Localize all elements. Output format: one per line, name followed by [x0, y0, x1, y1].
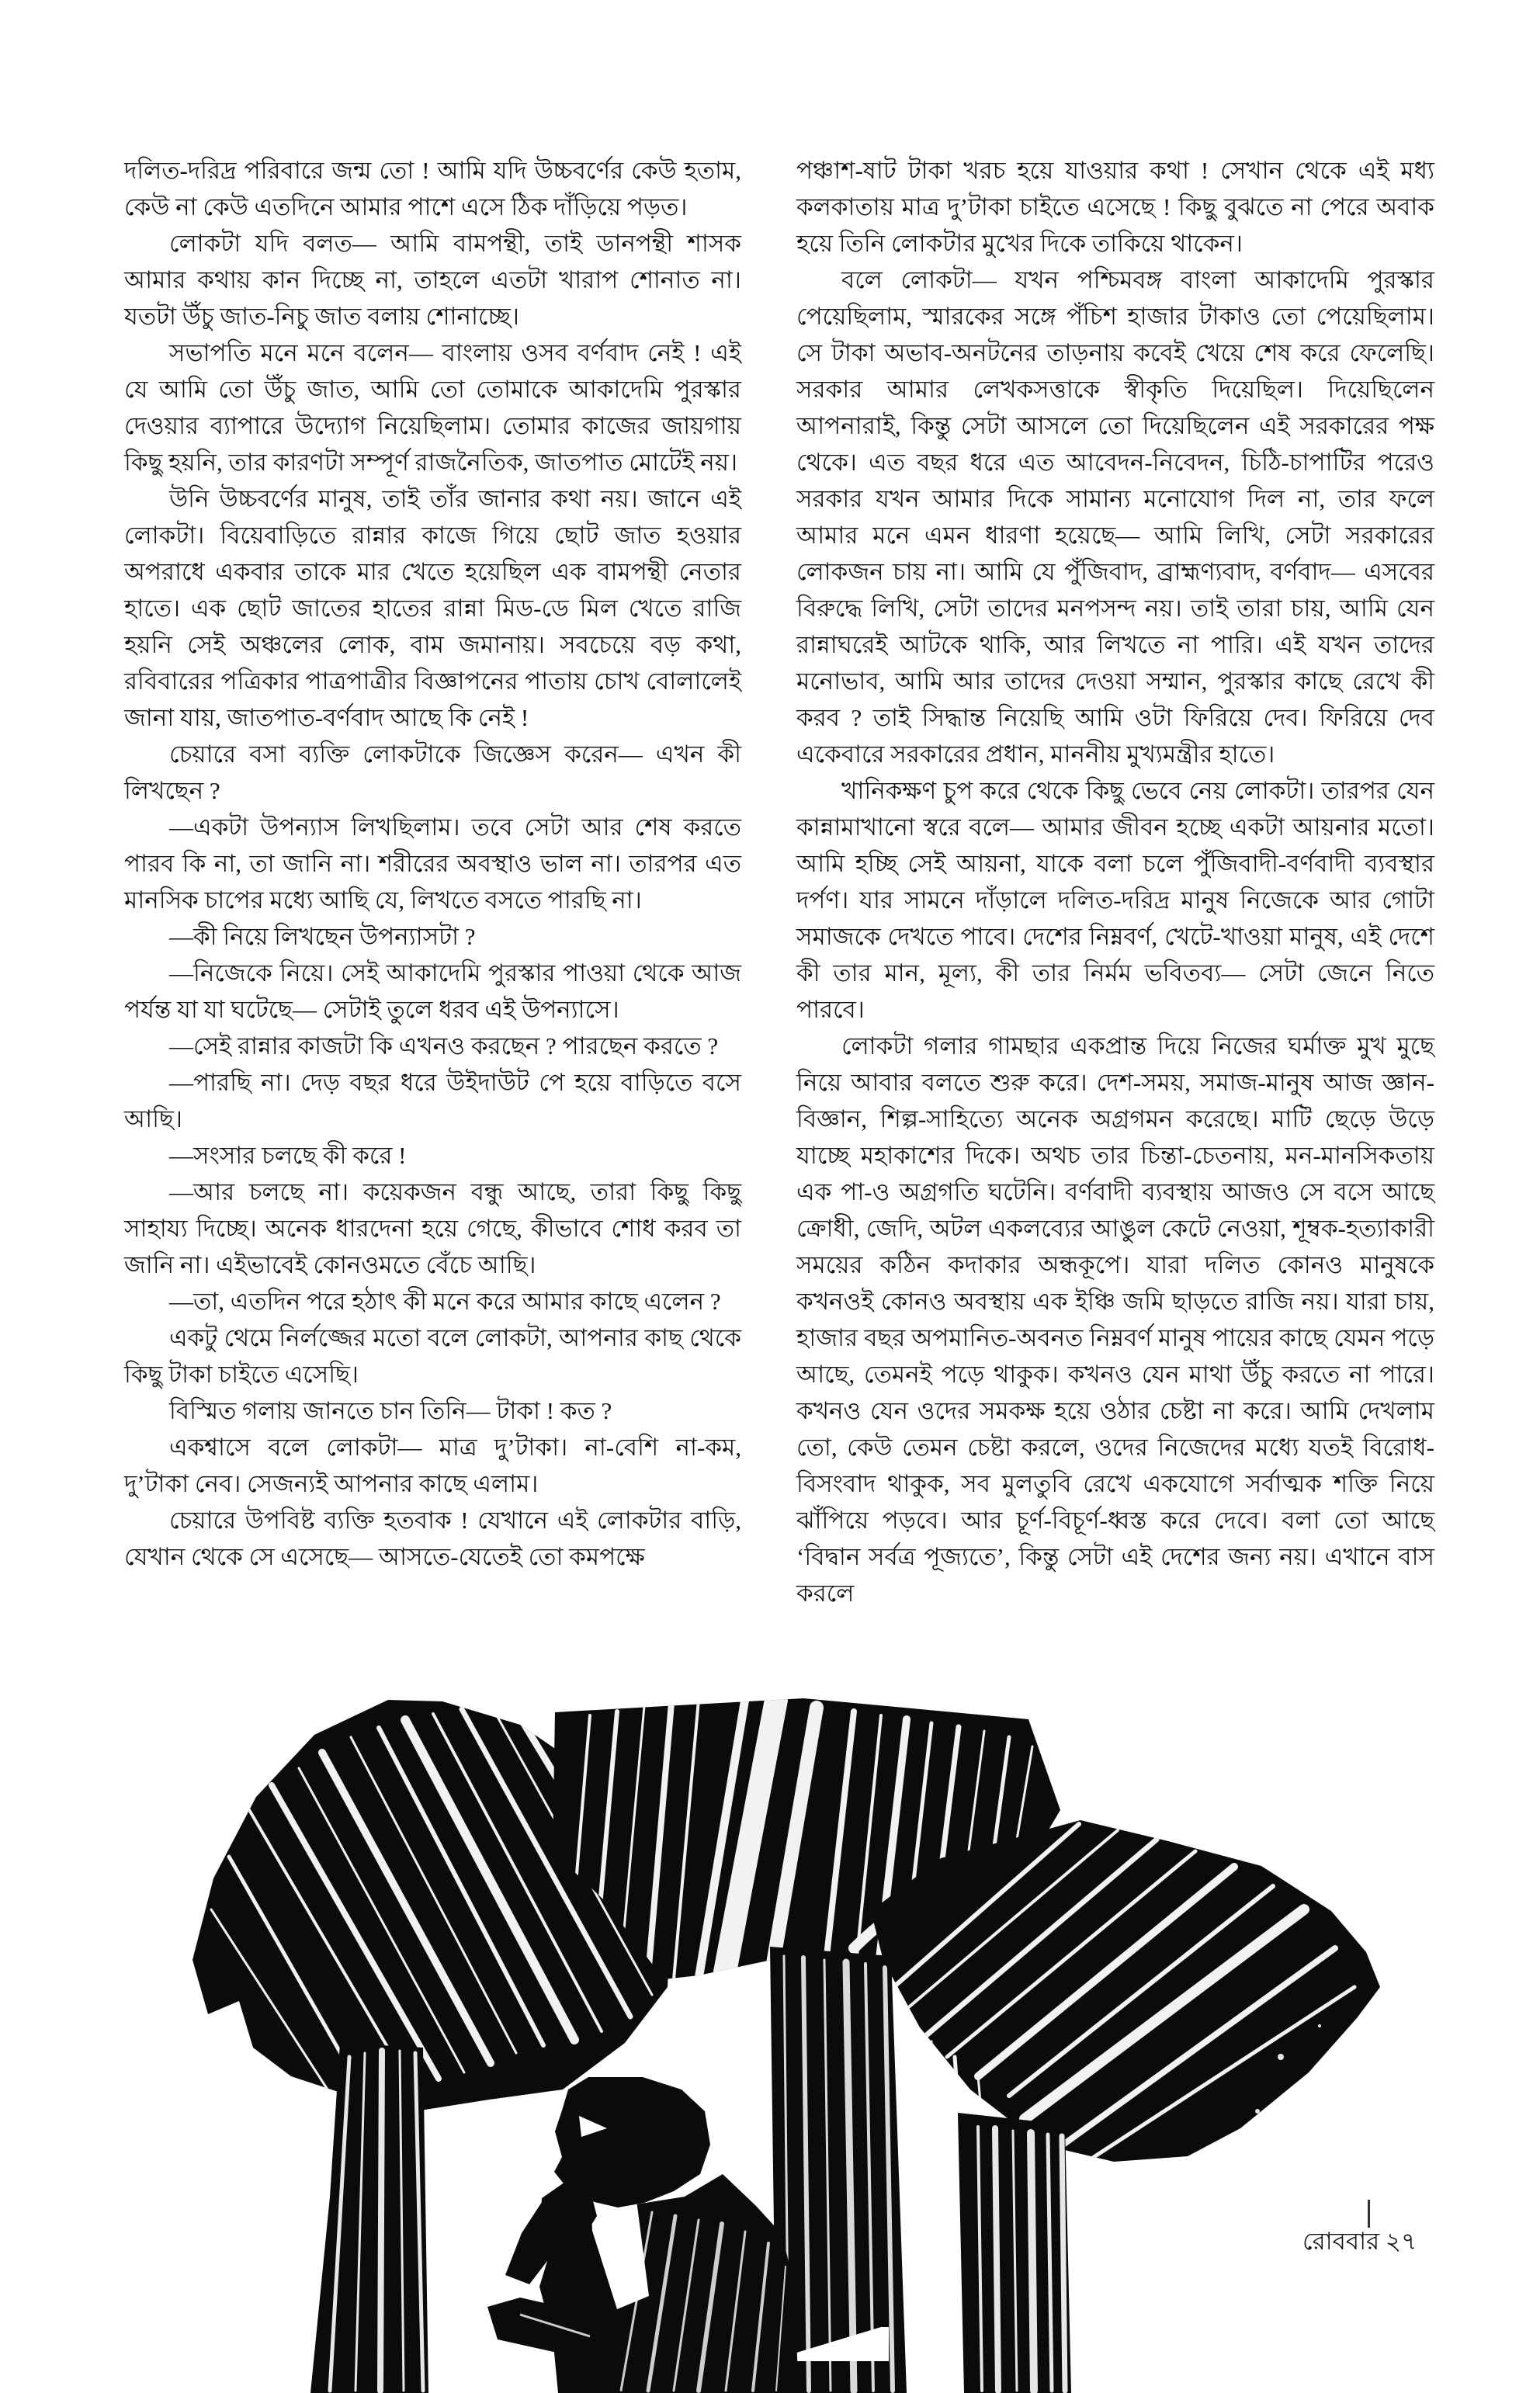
- thinking-man-silhouette: [487, 2077, 799, 2393]
- paragraph: উনি উচ্চবর্ণের মানুষ, তাই তাঁর জানার কথা নয়। জানে এই লোকটা। বিয়েবাড়িতে রান্নার কাজে গিয়ে ছোট জাত হওয়ার অপরাধে একবার তাকে মার খেতে হয়েছিল এক বামপন্থী নেতার হাতে। এক ছোট জাতের হাতের রান্না মিড-ডে মিল খেতে রাজি হয়নি সেই অঞ্চলের লোক, বাম জমানায়। সবচেয়ে বড় কথা, রবিবারের পত্রিকার পাত্রপাত্রীর বিজ্ঞাপনের পাতায় চোখ বোলালেই জানা যায়, জাতপাত-বর্ণবাদ আছে কি নেই !: [124, 485, 741, 731]
- paragraph: লোকটা গলার গামছার একপ্রান্ত দিয়ে নিজের ঘর্মাক্ত মুখ মুছে নিয়ে আবার বলতে শুরু করে। দেশ-সময়, সমাজ-মানুষ আজ জ্ঞান-বিজ্ঞান, শিল্প-সাহিত্যে অনেক অগ্রগমন করেছে। মাটি ছেড়ে উড়ে যাচ্ছে মহাকাশের দিকে। অথচ তার চিন্তা-চেতনায়, মন-মানসিকতায় এক পা-ও অগ্রগতি ঘটেনি। বর্ণবাদী ব্যবস্থায় আজও সে বসে আছে ক্রোধী, জেদি, অটল একলব্যের আঙুল কেটে নেওয়া, শূম্বক-হত্যাকারী সময়ের কঠিন কদাকার অন্ধকূপে। যারা দলিত কোনও মানুষকে কখনওই কোনও অবস্থায় এক ইঞ্চি জমি ছাড়তে রাজি নয়। যারা চায়, হাজার বছর অপমানিত-অবনত নিম্নবর্ণ মানুষ পায়ের কাছে যেমন পড়ে আছে, তেমনই পড়ে থাকুক। কখনও যেন মাথা উঁচু করতে না পারে। কখনও যেন ওদের সমকক্ষ হয়ে ওঠার চেষ্টা না করে। আমি দেখলাম তো, কেউ তেমন চেষ্টা করলে, ওদের নিজেদের মধ্যে যতই বিরোধ-বিসংবাদ থাকুক, সব মুলতুবি রেখে একযোগে সর্বাত্মক শক্তি নিয়ে ঝাঁপিয়ে পড়বে। আর চূর্ণ-বিচূর্ণ-ধ্বস্ত করে দেবে। বলা তো আছে ‘বিদ্বান সর্বত্র পূজ্যতে’, কিন্তু সেটা এই দেশের জন্য নয়। এখানে বাস করলে: [796, 1032, 1434, 1607]
- paragraph: সভাপতি মনে মনে বলেন— বাংলায় ওসব বর্ণবাদ নেই ! এই যে আমি তো উঁচু জাত, আমি তো তোমাকে আকাদেমি পুরস্কার দেওয়ার ব্যাপারে উদ্যোগ নিয়েছিলাম। তোমার কাজের জায়গায় কিছু হয়নি, তার কারণটা সম্পূর্ণ রাজনৈতিক, জাতপাত মোটেই নয়।: [124, 339, 741, 476]
- paragraph: —সেই রান্নার কাজটা কি এখনও করছেন ? পারছেন করতে ?: [169, 1032, 719, 1060]
- printer-mark: [1368, 2200, 1370, 2228]
- tree-trunk-right: [958, 2113, 1071, 2393]
- paragraph: —পারছি না। দেড় বছর ধরে উইদাউট পে হয়ে বাড়িতে বসে আছি।: [124, 1069, 741, 1132]
- paragraph: একটু থেমে নির্লজ্জের মতো বলে লোকটা, আপনার কাছ থেকে কিছু টাকা চাইতে এসেছি।: [124, 1324, 741, 1388]
- paragraph: একশ্বাসে বলে লোকটা— মাত্র দু’টাকা। না-বেশি না-কম, দু’টাকা নেব। সেজন্যই আপনার কাছে এলাম।: [124, 1434, 741, 1497]
- paragraph: —তা, এতদিন পরে হঠাৎ কী মনে করে আমার কাছে এলেন ?: [169, 1288, 721, 1315]
- tree-canopy-right: [871, 1820, 1380, 2162]
- paragraph: বিস্মিত গলায় জানতে চান তিনি— টাকা ! কত ?: [169, 1397, 612, 1424]
- tree-trunk-left: [310, 2043, 428, 2393]
- paragraph: লোকটা যদি বলত— আমি বামপন্থী, তাই ডানপন্থী শাসক আমার কথায় কান দিচ্ছে না, তাহলে এতটা খারাপ শোনাত না। যতটা উঁচু জাত-নিচু জাত বলায় শোনাচ্ছে।: [124, 230, 741, 330]
- text-column-left: [124, 152, 741, 1575]
- ink-illustration: [155, 1653, 1397, 2393]
- paragraph: —একটা উপন্যাস লিখছিলাম। তবে সেটা আর শেষ করতে পারব কি না, তা জানি না। শরীরের অবস্থাও ভাল না। তারপর এত মানসিক চাপের মধ্যে আছি যে, লিখতে বসতে পারছি না।: [124, 813, 741, 914]
- paragraph: বলে লোকটা— যখন পশ্চিমবঙ্গ বাংলা আকাদেমি পুরস্কার পেয়েছিলাম, স্মারকের সঙ্গে পঁচিশ হাজার টাকাও তো পেয়েছিলাম। সে টাকা অভাব-অনটনের তাড়নায় কবেই খেয়ে শেষ করে ফেলেছি। সরকার আমার লেখকসত্তাকে স্বীকৃতি দিয়েছিল। দিয়েছিলেন আপনারাই, কিন্তু সেটা আসলে তো দিয়েছিলেন এই সরকারের পক্ষ থেকে। এত বছর ধরে এত আবেদন-নিবেদন, চিঠি-চাপাটির পরেও সরকার যখন আমার দিকে সামান্য মনোযোগ দিল না, তার ফলে আমার মনে এমন ধারণা হয়েছে— আমি লিখি, সেটা সরকারের লোকজন চায় না। আমি যে পুঁজিবাদ, ব্রাহ্মণ্যবাদ, বর্ণবাদ— এসবের বিরুদ্ধে লিখি, সেটা তাদের মনপসন্দ নয়। তাই তারা চায়, আমি যেন রান্নাঘরেই আটকে থাকি, আর লিখতে না পারি। এই যখন তাদের মনোভাব, আমি আর তাদের দেওয়া সম্মান, পুরস্কার কাছে রেখে কী করব ? তাই সিদ্ধান্ত নিয়েছি আমি ওটা ফিরিয়ে দেব। ফিরিয়ে দেব একেবারে সরকারের প্রধান, মাননীয় মুখ্যমন্ত্রীর হাতে।: [796, 266, 1434, 768]
- paragraph: —সংসার চলছে কী করে !: [169, 1142, 407, 1169]
- paragraph: চেয়ারে উপবিষ্ট ব্যক্তি হতবাক ! যেখানে এই লোকটার বাড়ি, যেখান থেকে সে এসেছে— আসতে-যেতেই তো কমপক্ষে: [124, 1507, 741, 1570]
- paragraph: খানিকক্ষণ চুপ করে থেকে কিছু ভেবে নেয় লোকটা। তারপর যেন কান্নামাখানো স্বরে বলে— আমার জীবন হচ্ছে একটা আয়নার মতো। আমি হচ্ছি সেই আয়না, যাকে বলা চলে পুঁজিবাদী-বর্ণবাদী ব্যবস্থার দর্পণ। যার সামনে দাঁড়ালে দলিত-দরিদ্র মানুষ নিজেকে আর গোটা সমাজকে দেখতে পাবে। দেশের নিম্নবর্ণ, খেটে-খাওয়া মানুষ, এই দেশে কী তার মান, মূল্য, কী তার নির্মম ভবিতব্য— সেটা জেনে নিতে পারবে।: [796, 777, 1434, 1023]
- paragraph: পঞ্চাশ-ষাট টাকা খরচ হয়ে যাওয়ার কথা ! সেখান থেকে এই মধ্য কলকাতায় মাত্র দু’টাকা চাইতে এসেছে ! কিছু বুঝতে না পেরে অবাক হয়ে তিনি লোকটার মুখের দিকে তাকিয়ে থাকেন।: [796, 157, 1434, 257]
- text-column-right: [796, 152, 1434, 1611]
- paragraph: —কী নিয়ে লিখছেন উপন্যাসটা ?: [169, 923, 476, 950]
- paragraph: দলিত-দরিদ্র পরিবারে জন্ম তো ! আমি যদি উচ্চবর্ণের কেউ হতাম, কেউ না কেউ এতদিনে আমার পাশে এসে ঠিক দাঁড়িয়ে পড়ত।: [124, 157, 741, 220]
- paragraph: —আর চলছে না। কয়েকজন বন্ধু আছে, তারা কিছু কিছু সাহায্য দিচ্ছে। অনেক ধারদেনা হয়ে গেছে, কীভাবে শোধ করব তা জানি না। এইভাবেই কোনওমতে বেঁচে আছি।: [124, 1178, 741, 1278]
- paragraph: চেয়ারে বসা ব্যক্তি লোকটাকে জিজ্ঞেস করেন— এখন কী লিখছেন ?: [124, 740, 741, 804]
- paragraph: —নিজেকে নিয়ে। সেই আকাদেমি পুরস্কার পাওয়া থেকে আজ পর্যন্ত যা যা ঘটেছে— সেটাই তুলে ধরব এই উপন্যাসে।: [124, 959, 741, 1023]
- man-head: [554, 2077, 710, 2207]
- ink-illustration-svg: [155, 1653, 1397, 2393]
- page-footer-label: রোববার ২৭: [1302, 2228, 1417, 2255]
